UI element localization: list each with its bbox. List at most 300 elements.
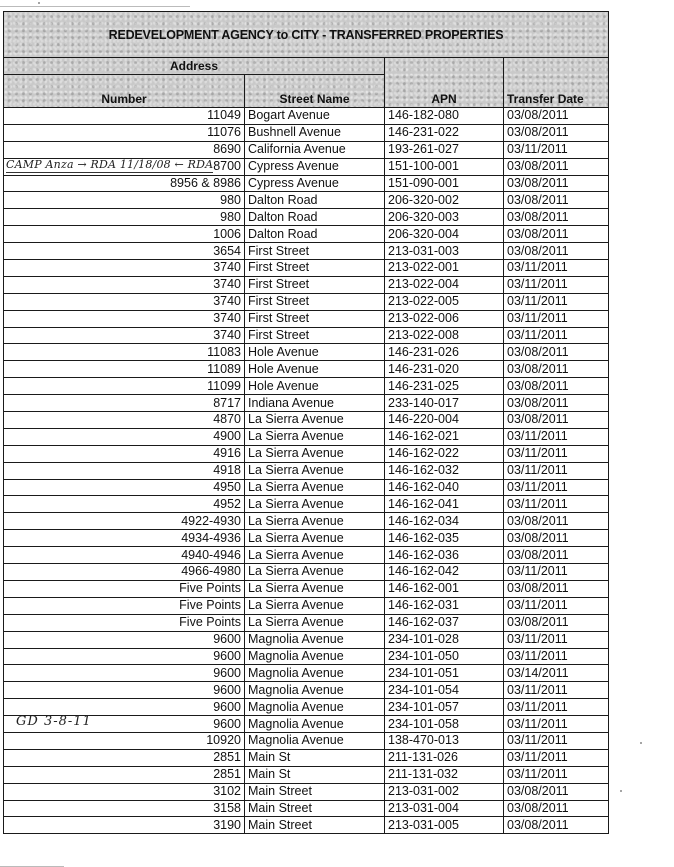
number-cell-text: 8956 & 8986 xyxy=(170,176,241,190)
street-name-cell xyxy=(245,665,385,682)
number-cell xyxy=(4,800,245,817)
street-name-cell xyxy=(245,513,385,530)
number-cell-text: 4870 xyxy=(213,412,241,427)
street-name-cell xyxy=(245,428,385,445)
number-cell-text: 11099 xyxy=(207,378,241,393)
street-name-cell xyxy=(245,260,385,277)
table-row xyxy=(4,699,609,716)
transfer-date-cell xyxy=(504,141,609,158)
number-cell xyxy=(4,327,245,344)
apn-cell xyxy=(385,260,504,277)
apn-cell xyxy=(385,783,504,800)
apn-cell-text: 211-131-026 xyxy=(388,750,458,765)
table-body xyxy=(4,108,609,834)
street-name-cell xyxy=(245,293,385,310)
transfer-date-cell-text: 03/11/2011 xyxy=(507,767,568,782)
number-cell xyxy=(4,513,245,530)
number-cell-text: 11089 xyxy=(207,361,241,376)
table-row xyxy=(4,648,609,665)
table-row xyxy=(4,344,609,361)
table-row xyxy=(4,158,609,175)
number-cell xyxy=(4,496,245,513)
table-row xyxy=(4,260,609,277)
table-row xyxy=(4,226,609,243)
table-row xyxy=(4,108,609,125)
transfer-date-cell xyxy=(504,310,609,327)
transfer-date-cell xyxy=(504,783,609,800)
number-cell xyxy=(4,716,245,733)
number-cell xyxy=(4,564,245,581)
transfer-date-cell-text: 03/08/2011 xyxy=(507,125,569,140)
apn-cell-text: 138-470-013 xyxy=(388,733,459,748)
number-cell-text: 2851 xyxy=(213,750,241,765)
transfer-date-cell-text: 03/08/2011 xyxy=(507,395,569,410)
number-cell xyxy=(4,108,245,125)
street-name-cell xyxy=(245,243,385,260)
transfer-date-cell-text: 03/11/2011 xyxy=(507,142,568,157)
street-name-cell-text: Magnolia Avenue xyxy=(248,682,344,697)
apn-cell xyxy=(385,395,504,412)
street-name-cell xyxy=(245,547,385,564)
handwritten-note: GD 3-8-11 xyxy=(16,714,92,730)
table-row xyxy=(4,175,609,192)
street-name-cell-text: First Street xyxy=(248,294,310,309)
table-row xyxy=(4,378,609,395)
apn-cell xyxy=(385,580,504,597)
number-cell-text: 9600 xyxy=(213,665,241,680)
transfer-date-cell xyxy=(504,327,609,344)
number-cell-text: Five Points xyxy=(179,615,241,630)
table-row xyxy=(4,445,609,462)
transfer-date-cell-text: 03/11/2011 xyxy=(507,699,568,714)
street-name-cell xyxy=(245,597,385,614)
apn-cell xyxy=(385,800,504,817)
street-name-cell-text: La Sierra Avenue xyxy=(248,530,344,545)
apn-cell xyxy=(385,631,504,648)
transfer-date-cell-text: 03/08/2011 xyxy=(507,615,569,630)
street-name-cell xyxy=(245,530,385,547)
street-name-cell xyxy=(245,276,385,293)
number-cell xyxy=(4,580,245,597)
street-name-cell-text: La Sierra Avenue xyxy=(248,581,344,596)
transfer-date-cell-text: 03/11/2011 xyxy=(507,750,568,765)
table-row xyxy=(4,293,609,310)
street-name-cell-text: La Sierra Avenue xyxy=(248,429,344,444)
apn-cell-text: 146-162-031 xyxy=(388,598,459,613)
apn-cell-text: 146-231-025 xyxy=(388,378,459,393)
table-row xyxy=(4,817,609,834)
table-row xyxy=(4,749,609,766)
table-row xyxy=(4,428,609,445)
scan-speck xyxy=(620,790,622,792)
street-name-cell-text: La Sierra Avenue xyxy=(248,615,344,630)
number-cell xyxy=(4,749,245,766)
transfer-date-cell xyxy=(504,293,609,310)
table-row xyxy=(4,597,609,614)
number-cell-text: 3740 xyxy=(213,294,241,309)
transfer-date-cell-text: 03/11/2011 xyxy=(507,429,568,444)
transfer-date-cell-text: 03/11/2011 xyxy=(507,277,568,292)
transfer-date-cell-text: 03/08/2011 xyxy=(507,243,569,258)
apn-cell xyxy=(385,310,504,327)
apn-cell xyxy=(385,108,504,125)
street-name-cell xyxy=(245,580,385,597)
scan-speck xyxy=(38,2,40,4)
number-cell-text: 4952 xyxy=(213,496,241,511)
number-cell-text: 4966-4980 xyxy=(181,564,241,579)
table-row xyxy=(4,665,609,682)
transfer-date-cell xyxy=(504,614,609,631)
apn-cell-text: 146-162-040 xyxy=(388,480,459,495)
transfer-date-cell xyxy=(504,445,609,462)
transfer-date-cell-text: 03/08/2011 xyxy=(507,192,569,207)
transfer-date-cell xyxy=(504,108,609,125)
apn-cell xyxy=(385,597,504,614)
transfer-date-cell-text: 03/14/2011 xyxy=(507,665,569,680)
street-name-cell-text: La Sierra Avenue xyxy=(248,412,344,427)
transfer-date-cell-text: 03/08/2011 xyxy=(507,378,569,393)
apn-cell-text: 213-022-004 xyxy=(388,277,459,292)
street-name-cell xyxy=(245,344,385,361)
apn-cell xyxy=(385,428,504,445)
number-cell-text: 8700 xyxy=(213,159,241,174)
number-cell-text: 4934-4936 xyxy=(181,530,241,545)
street-name-cell-text: First Street xyxy=(248,328,310,343)
street-name-cell-text: Main Street xyxy=(248,784,312,799)
street-name-cell-text: California Avenue xyxy=(248,142,346,157)
transfer-date-cell-text: 03/11/2011 xyxy=(507,733,568,748)
street-name-cell xyxy=(245,192,385,209)
number-cell xyxy=(4,124,245,141)
table-row xyxy=(4,462,609,479)
street-name-cell-text: Main St xyxy=(248,767,291,782)
table-row xyxy=(4,682,609,699)
street-name-cell-text: La Sierra Avenue xyxy=(248,513,344,528)
number-header: Number xyxy=(4,75,245,108)
street-name-cell-text: Hole Avenue xyxy=(248,361,319,376)
street-name-cell-text: Magnolia Avenue xyxy=(248,733,344,748)
transfer-date-cell xyxy=(504,732,609,749)
apn-cell-text: 213-031-004 xyxy=(388,800,459,815)
apn-cell xyxy=(385,732,504,749)
transfer-date-cell xyxy=(504,513,609,530)
number-cell xyxy=(4,445,245,462)
number-cell xyxy=(4,479,245,496)
number-cell-text: 9600 xyxy=(213,682,241,697)
street-name-cell-text: La Sierra Avenue xyxy=(248,463,344,478)
street-name-cell-text: La Sierra Avenue xyxy=(248,547,344,562)
apn-cell-text: 211-131-032 xyxy=(388,767,458,782)
number-cell xyxy=(4,682,245,699)
apn-header: APN xyxy=(385,58,504,108)
transfer-date-cell xyxy=(504,226,609,243)
transfer-date-cell-text: 03/11/2011 xyxy=(507,311,568,326)
table-row xyxy=(4,783,609,800)
transfer-date-cell xyxy=(504,716,609,733)
number-cell-text: 4950 xyxy=(213,480,241,495)
street-name-cell-text: La Sierra Avenue xyxy=(248,446,344,461)
apn-cell-text: 213-022-006 xyxy=(388,311,459,326)
apn-cell xyxy=(385,327,504,344)
apn-cell xyxy=(385,378,504,395)
address-group-header: Address xyxy=(4,58,385,75)
apn-cell-text: 146-162-035 xyxy=(388,530,459,545)
number-cell-text: 980 xyxy=(220,209,241,224)
number-cell xyxy=(4,226,245,243)
street-name-cell xyxy=(245,327,385,344)
street-name-cell-text: First Street xyxy=(248,277,310,292)
apn-cell xyxy=(385,682,504,699)
apn-cell xyxy=(385,344,504,361)
street-name-cell xyxy=(245,496,385,513)
street-name-cell xyxy=(245,631,385,648)
street-name-cell xyxy=(245,614,385,631)
number-cell-text: 2851 xyxy=(213,767,241,782)
table-row xyxy=(4,361,609,378)
number-cell xyxy=(4,344,245,361)
street-name-cell xyxy=(245,141,385,158)
apn-cell xyxy=(385,209,504,226)
street-name-cell xyxy=(245,395,385,412)
number-cell-text: 3740 xyxy=(213,277,241,292)
transfer-date-cell xyxy=(504,597,609,614)
street-name-cell-text: Magnolia Avenue xyxy=(248,665,344,680)
table-row xyxy=(4,395,609,412)
apn-cell xyxy=(385,530,504,547)
number-cell-text: 1006 xyxy=(213,226,241,241)
number-cell xyxy=(4,158,245,175)
number-cell-text: Five Points xyxy=(179,598,241,613)
apn-cell-text: 151-090-001 xyxy=(388,176,459,190)
apn-cell xyxy=(385,462,504,479)
apn-cell-text: 146-162-037 xyxy=(388,615,459,630)
number-cell-text: 11083 xyxy=(207,344,241,359)
number-cell xyxy=(4,175,245,192)
transfer-date-cell-text: 03/08/2011 xyxy=(507,513,569,528)
number-cell xyxy=(4,732,245,749)
apn-cell-text: 206-320-004 xyxy=(388,226,459,241)
transfer-date-cell-text: 03/11/2011 xyxy=(507,598,568,613)
number-cell xyxy=(4,462,245,479)
number-cell-text: 3158 xyxy=(213,800,241,815)
street-name-cell xyxy=(245,445,385,462)
apn-cell-text: 206-320-003 xyxy=(388,209,459,224)
number-cell-text: 9600 xyxy=(213,716,241,731)
street-name-cell-text: Bogart Avenue xyxy=(248,108,330,123)
apn-cell xyxy=(385,513,504,530)
apn-cell xyxy=(385,479,504,496)
apn-cell xyxy=(385,293,504,310)
street-name-cell-text: Cypress Avenue xyxy=(248,176,339,190)
street-name-cell xyxy=(245,412,385,429)
number-cell xyxy=(4,293,245,310)
number-cell xyxy=(4,648,245,665)
number-cell-text: 4918 xyxy=(213,463,241,478)
transfer-date-cell xyxy=(504,699,609,716)
transfer-date-cell-text: 03/11/2011 xyxy=(507,463,568,478)
apn-cell-text: 146-220-004 xyxy=(388,412,459,427)
transfer-date-cell xyxy=(504,766,609,783)
apn-cell-text: 213-031-003 xyxy=(388,243,459,258)
apn-cell xyxy=(385,766,504,783)
street-name-cell-text: Magnolia Avenue xyxy=(248,716,344,731)
transfer-date-cell-text: 03/08/2011 xyxy=(507,361,569,376)
number-cell xyxy=(4,530,245,547)
transfer-date-cell xyxy=(504,344,609,361)
transfer-date-cell xyxy=(504,665,609,682)
number-cell xyxy=(4,665,245,682)
apn-cell xyxy=(385,547,504,564)
apn-cell-text: 146-162-036 xyxy=(388,547,459,562)
apn-cell-text: 146-231-022 xyxy=(388,125,459,140)
apn-cell-text: 146-162-034 xyxy=(388,513,459,528)
street-name-cell xyxy=(245,209,385,226)
apn-cell xyxy=(385,276,504,293)
apn-cell xyxy=(385,699,504,716)
number-cell xyxy=(4,361,245,378)
table-row xyxy=(4,716,609,733)
table-row xyxy=(4,276,609,293)
number-cell xyxy=(4,378,245,395)
transfer-date-cell-text: 03/08/2011 xyxy=(507,226,569,241)
transfer-date-cell xyxy=(504,682,609,699)
handwritten-note: CAMP Anza → RDA 11/18/08 ← RDA xyxy=(6,157,214,171)
transfer-date-cell xyxy=(504,564,609,581)
apn-cell-text: 146-162-022 xyxy=(388,446,459,461)
apn-cell-text: 213-022-005 xyxy=(388,294,459,309)
number-cell xyxy=(4,428,245,445)
street-name-cell xyxy=(245,108,385,125)
transfer-date-cell-text: 03/11/2011 xyxy=(507,294,568,309)
transfer-date-cell xyxy=(504,462,609,479)
apn-cell-text: 233-140-017 xyxy=(388,395,459,410)
table-row xyxy=(4,614,609,631)
number-cell-text: 3190 xyxy=(213,817,241,832)
transfer-date-cell xyxy=(504,378,609,395)
apn-cell xyxy=(385,564,504,581)
transfer-date-cell xyxy=(504,158,609,175)
number-cell xyxy=(4,699,245,716)
number-cell-text: 3102 xyxy=(213,784,241,799)
apn-cell xyxy=(385,445,504,462)
number-cell-text: 3740 xyxy=(213,311,241,326)
number-cell-text: 3740 xyxy=(213,328,241,343)
street-name-cell-text: Magnolia Avenue xyxy=(248,648,344,663)
street-name-cell-text: Hole Avenue xyxy=(248,378,319,393)
table-row xyxy=(4,547,609,564)
transfer-date-cell-text: 03/08/2011 xyxy=(507,176,569,190)
transfer-date-cell-text: 03/08/2011 xyxy=(507,530,569,545)
apn-cell-text: 146-231-020 xyxy=(388,361,459,376)
table-row xyxy=(4,124,609,141)
number-cell xyxy=(4,547,245,564)
street-name-cell xyxy=(245,732,385,749)
street-name-cell-text: Magnolia Avenue xyxy=(248,632,344,647)
transfer-date-cell-text: 03/11/2011 xyxy=(507,682,568,697)
number-cell-text: 11076 xyxy=(207,125,241,140)
apn-cell-text: 213-031-005 xyxy=(388,817,459,832)
transfer-date-cell-text: 03/08/2011 xyxy=(507,108,569,123)
number-cell xyxy=(4,412,245,429)
transfer-date-cell-text: 03/08/2011 xyxy=(507,159,569,174)
transferred-properties-table xyxy=(3,11,609,834)
street-name-cell-text: La Sierra Avenue xyxy=(248,564,344,579)
transfer-date-cell-text: 03/08/2011 xyxy=(507,344,569,359)
apn-cell xyxy=(385,716,504,733)
number-cell-text: 9600 xyxy=(213,632,241,647)
street-name-cell xyxy=(245,310,385,327)
table-row xyxy=(4,631,609,648)
table-row xyxy=(4,530,609,547)
apn-cell xyxy=(385,614,504,631)
transfer-date-cell-text: 03/11/2011 xyxy=(507,716,568,731)
apn-cell-text: 146-162-041 xyxy=(388,496,459,511)
transfer-date-cell xyxy=(504,817,609,834)
transfer-date-cell-text: 03/11/2011 xyxy=(507,564,568,579)
apn-cell-text: 234-101-028 xyxy=(388,632,459,647)
number-cell xyxy=(4,310,245,327)
table-row xyxy=(4,732,609,749)
apn-cell-text: 151-100-001 xyxy=(388,159,459,174)
transfer-date-cell xyxy=(504,175,609,192)
number-cell xyxy=(4,614,245,631)
apn-cell xyxy=(385,175,504,192)
street-name-cell-text: Indiana Avenue xyxy=(248,395,334,410)
table-row xyxy=(4,412,609,429)
apn-cell xyxy=(385,124,504,141)
apn-cell-text: 234-101-051 xyxy=(388,665,459,680)
number-cell xyxy=(4,209,245,226)
apn-cell-text: 146-162-001 xyxy=(388,581,459,596)
table-row xyxy=(4,580,609,597)
transfer-date-cell xyxy=(504,800,609,817)
number-cell xyxy=(4,597,245,614)
number-cell-text: 8690 xyxy=(213,142,241,157)
transfer-date-cell xyxy=(504,243,609,260)
transfer-date-cell xyxy=(504,631,609,648)
apn-cell-text: 146-162-021 xyxy=(388,429,459,444)
transfer-date-cell-text: 03/11/2011 xyxy=(507,480,568,495)
number-cell xyxy=(4,260,245,277)
transfer-date-cell xyxy=(504,496,609,513)
apn-cell-text: 234-101-050 xyxy=(388,648,459,663)
street-name-cell xyxy=(245,158,385,175)
transfer-date-cell xyxy=(504,412,609,429)
number-cell xyxy=(4,276,245,293)
transfer-date-cell xyxy=(504,479,609,496)
apn-cell xyxy=(385,141,504,158)
number-cell-text: 4922-4930 xyxy=(181,513,241,528)
table-row xyxy=(4,496,609,513)
number-cell-text: 4900 xyxy=(213,429,241,444)
transfer-date-cell-text: 03/11/2011 xyxy=(507,446,568,461)
transfer-date-cell xyxy=(504,648,609,665)
transfer-date-cell-text: 03/08/2011 xyxy=(507,412,569,427)
street-name-cell xyxy=(245,783,385,800)
scan-edge-line xyxy=(0,6,190,7)
apn-cell xyxy=(385,192,504,209)
street-name-cell xyxy=(245,479,385,496)
transfer-date-cell xyxy=(504,260,609,277)
transfer-date-cell-text: 03/11/2011 xyxy=(507,632,568,647)
street-name-cell xyxy=(245,749,385,766)
number-cell xyxy=(4,817,245,834)
transfer-date-cell xyxy=(504,276,609,293)
street-name-cell-text: Dalton Road xyxy=(248,192,318,207)
street-name-cell-text: Magnolia Avenue xyxy=(248,699,344,714)
street-name-cell-text: Dalton Road xyxy=(248,209,318,224)
number-cell xyxy=(4,243,245,260)
